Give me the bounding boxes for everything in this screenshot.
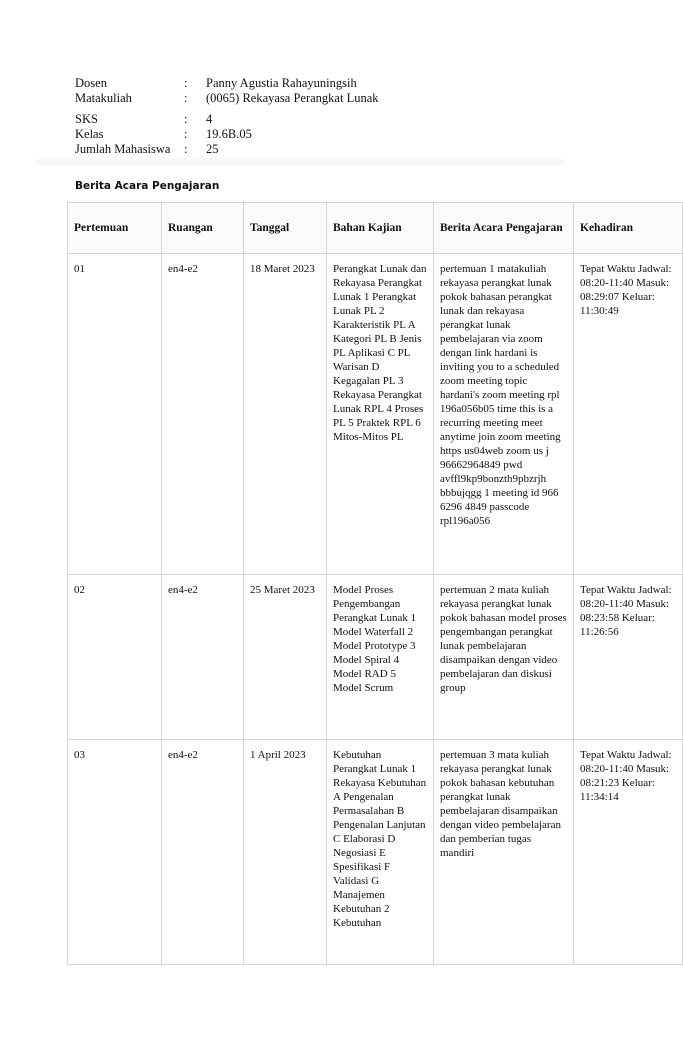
table-row [68, 575, 683, 740]
cell-ruangan: en4-e2 [162, 740, 244, 965]
cell-pertemuan: 01 [68, 254, 162, 575]
matakuliah-value: (0065) Rekayasa Perangkat Lunak [206, 91, 379, 105]
table-row [68, 254, 683, 575]
cell-bahan-kajian: Perangkat Lunak dan Rekayasa Perangkat Lunak 1 Perangkat Lunak PL 2 Karakteristik PL A Kategori PL B Jenis PL Aplikasi C PL Warisan D Kegagalan PL 3 Rekayasa Perangkat Lunak RPL 4 Proses PL 5 Praktek RPL 6 Mitos-Mitos PL [327, 254, 434, 575]
colon: : [184, 76, 188, 90]
cell-tanggal: 25 Maret 2023 [244, 575, 327, 740]
colon: : [184, 142, 188, 156]
kelas-label: Kelas [75, 127, 104, 141]
cell-kehadiran: Tepat Waktu Jadwal: 08:20-11:40 Masuk: 08:21:23 Keluar: 11:34:14 [574, 740, 683, 965]
cell-bahan-kajian: Model Proses Pengembangan Perangkat Lunak 1 Model Waterfall 2 Model Prototype 3 Model Spiral 4 Model RAD 5 Model Scrum [327, 575, 434, 740]
berita-acara-table [67, 202, 683, 965]
kelas-value: 19.6B.05 [206, 127, 252, 141]
jumlah-value: 25 [206, 142, 219, 156]
dosen-label: Dosen [75, 76, 107, 90]
dosen-value: Panny Agustia Rahayuningsih [206, 76, 357, 90]
header-berita-acara: Berita Acara Pengajaran [434, 203, 574, 254]
section-title: Berita Acara Pengajaran [75, 180, 220, 192]
cell-tanggal: 18 Maret 2023 [244, 254, 327, 575]
header-ruangan: Ruangan [162, 203, 244, 254]
cell-ruangan: en4-e2 [162, 254, 244, 575]
cell-kehadiran: Tepat Waktu Jadwal: 08:20-11:40 Masuk: 08:29:07 Keluar: 11:30:49 [574, 254, 683, 575]
cell-berita-acara: pertemuan 3 mata kuliah rekayasa perangkat lunak pokok bahasan kebutuhan perangkat lunak pembelajaran disampaikan dengan video pembelajaran dan pemberian tugas mandiri [434, 740, 574, 965]
cell-tanggal: 1 April 2023 [244, 740, 327, 965]
cell-kehadiran: Tepat Waktu Jadwal: 08:20-11:40 Masuk: 08:23:58 Keluar: 11:26:56 [574, 575, 683, 740]
colon: : [184, 91, 188, 105]
cell-berita-acara: pertemuan 1 matakuliah rekayasa perangkat lunak pokok bahasan perangkat lunak dan rekayasa perangkat lunak pembelajaran via zoom dengan link hardani is inviting you to a scheduled zoom meeting topic hardani's zoom meeting rpl 196a056b05 time this is a recurring meeting meet anytime join zoom meeting https us04web zoom us j 96662964849 pwd avffl9kp9bonzth9pbzrjh bbbujqgg 1 meeting id 966 6296 4849 passcode rpl196a056 [434, 254, 574, 575]
header-pertemuan: Pertemuan [68, 203, 162, 254]
table-row [68, 740, 683, 965]
colon: : [184, 112, 188, 126]
divider [35, 157, 565, 167]
sks-label: SKS [75, 112, 98, 126]
cell-pertemuan: 02 [68, 575, 162, 740]
colon: : [184, 127, 188, 141]
header-bahan-kajian: Bahan Kajian [327, 203, 434, 254]
header-tanggal: Tanggal [244, 203, 327, 254]
sks-value: 4 [206, 112, 213, 126]
cell-berita-acara: pertemuan 2 mata kuliah rekayasa perangkat lunak pokok bahasan model proses pengembangan perangkat lunak pembelajaran disampaikan dengan video pembelajaran dan diskusi group [434, 575, 574, 740]
header-kehadiran: Kehadiran [574, 203, 683, 254]
cell-ruangan: en4-e2 [162, 575, 244, 740]
jumlah-label: Jumlah Mahasiswa [75, 142, 171, 156]
cell-pertemuan: 03 [68, 740, 162, 965]
cell-bahan-kajian: Kebutuhan Perangkat Lunak 1 Rekayasa Kebutuhan A Pengenalan Permasalahan B Pengenalan Lanjutan C Elaborasi D Negosiasi E Spesifikasi F Validasi G Manajemen Kebutuhan 2 Kebutuhan [327, 740, 434, 965]
matakuliah-label: Matakuliah [75, 91, 132, 105]
table-header-row [68, 203, 683, 254]
